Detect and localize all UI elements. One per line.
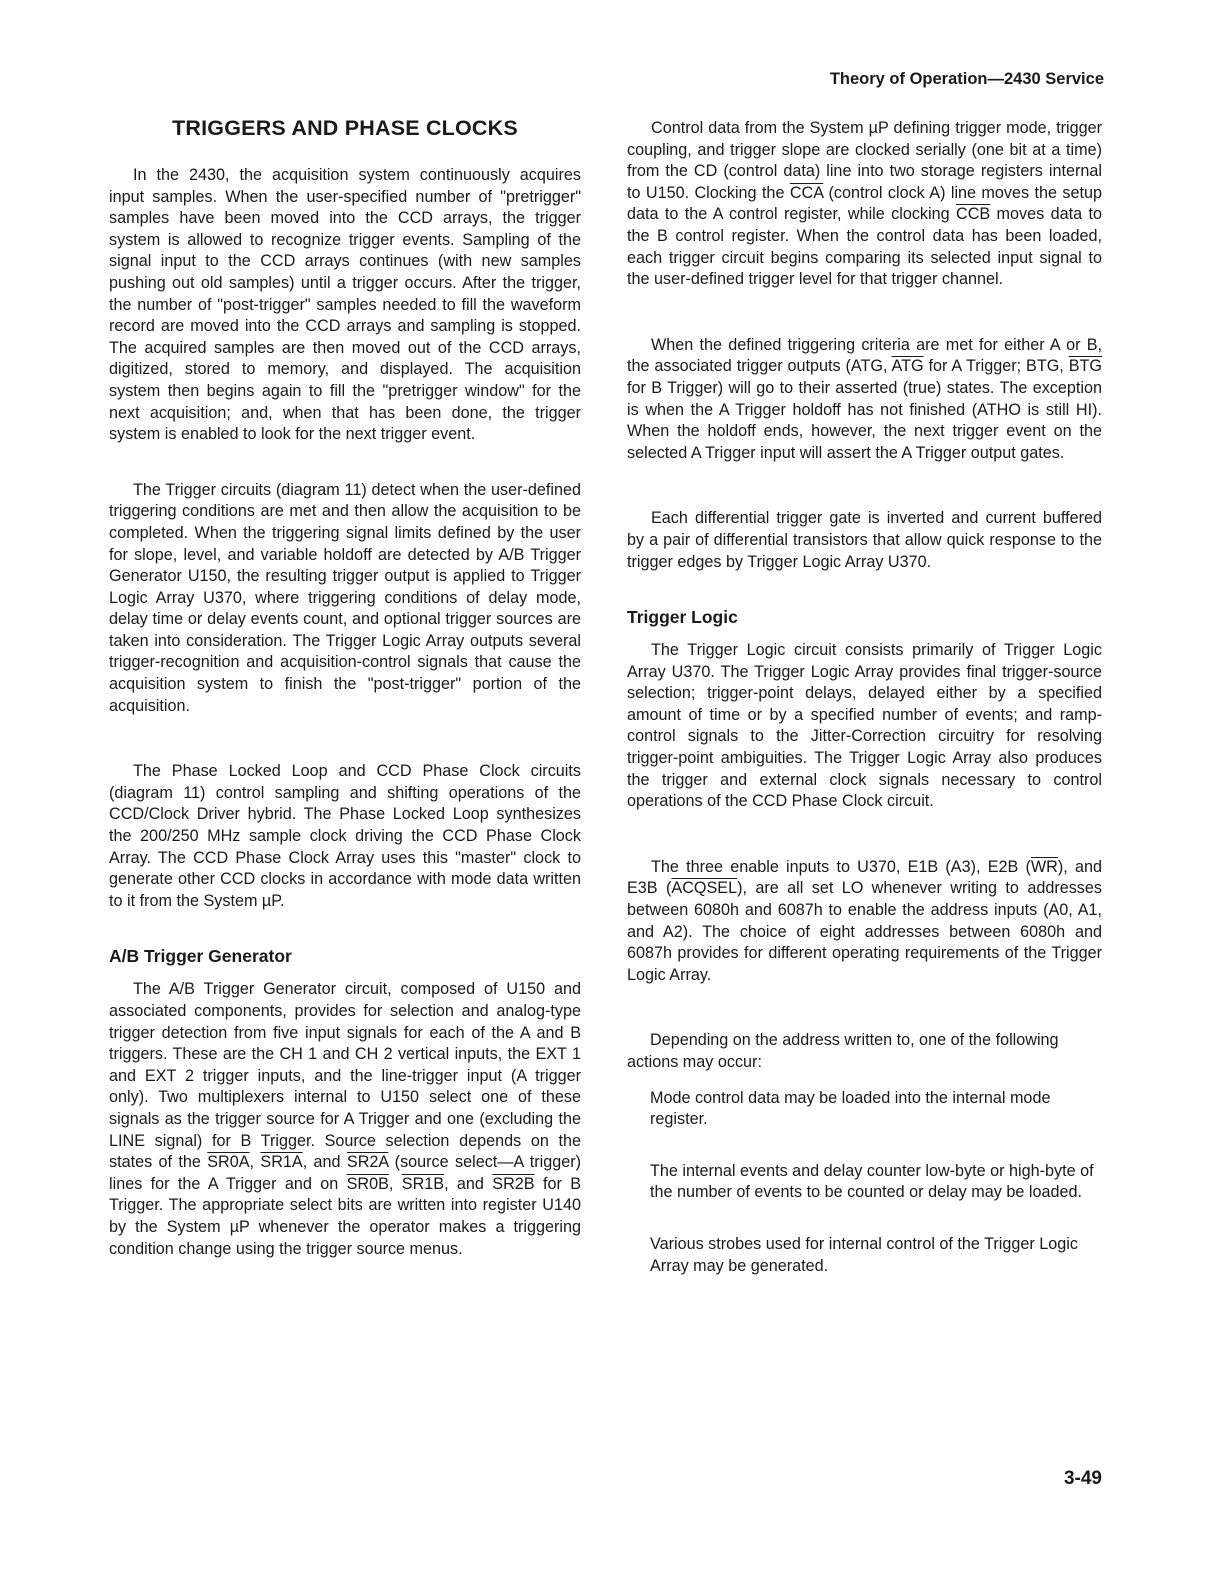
paragraph-differential-gate: Each differential trigger gate is inverted and current buffered by a pair of differential transistors that allow quick response to the trigger edges by Trigger Logic Array U370. <box>627 509 1102 571</box>
paragraph-address-actions: Depending on the address written to, one of the following actions may occur: <box>627 1031 1059 1071</box>
signal-sr1a: SR1A <box>260 1153 303 1172</box>
left-column <box>109 116 581 1260</box>
right-column <box>627 118 1102 1277</box>
section-title: TRIGGERS AND PHASE CLOCKS <box>172 116 518 140</box>
signal-btg-bar: $\overline{BTG}$ <box>1068 357 1102 376</box>
paragraph-enable-inputs: The three enable inputs to U370, E1B (A3), E2B $(\overline{WR})$, and E3B (ACQSEL), are all set LO whenever writing to addresses between 6080h and 6087h to enable the address inputs (A0, A1, and A2). The choice of eight addresses between 6080h and 6087h provides for different operating requirements of the Trigger Logic Array. <box>627 857 1102 984</box>
signal-sr1b: SR1B <box>401 1174 445 1193</box>
signal-atg-bar: $\overline{ATG}$ <box>891 357 924 376</box>
signal-wr: $\overline{WR}$ <box>1030 857 1058 876</box>
running-head: Theory of Operation—2430 Service <box>829 70 1104 88</box>
signal-sr2b: SR2B <box>492 1174 535 1193</box>
signal-sr0b: SR0B <box>346 1174 389 1193</box>
list-item-strobes: Various strobes used for internal control of the Trigger Logic Array may be generated. <box>650 1234 1078 1275</box>
signal-sr2a: SR2A <box>346 1153 389 1172</box>
paragraph-ab-trigger-generator: The A/B Trigger Generator circuit, composed of U150 and associated components, provides for selection and analog-type trigger detection from five input signals for each of the A and B triggers. These are the CH 1 and CH 2 vertical inputs, the EXT 1 and EXT 2 trigger inputs, and the line-trigger input (A trigger only). Two multiplexers internal to U150 select one of these signals as the trigger source for A Trigger and one (excluding the LINE signal) for B Trigger. Source selection depends on the states of the SR0A, SR1A, and SR2A (source select—A trigger) lines for the A Trigger and on SR0B, SR1B, and SR2B for B Trigger. The appropriate select bits are written into register U140 by the System µP whenever the operator makes a triggering condition change using the trigger source menus. <box>109 980 582 1258</box>
paragraph-trigger-logic: The Trigger Logic circuit consists primarily of Trigger Logic Array U370. The Trigger Logic Array provides final trigger-source selection; trigger-point delays, delayed either by a specified amount of time or by a specified number of events; and ramp-control signals to the Jitter-Correction circuitry for resolving trigger-point ambiguities. The Trigger Logic Array also produces the trigger and external clock signals necessary to control operations of the CCD Phase Clock circuit. <box>627 641 1102 811</box>
paragraph-phase-locked-loop: The Phase Locked Loop and CCD Phase Clock circuits (diagram 11) control sampling and shifting operations of the CCD/Clock Driver hybrid. The Phase Locked Loop synthesizes the 200/250 MHz sample clock driving the CCD Phase Clock Array. The CCD Phase Clock Array uses this "master" clock to generate other CCD clocks in accordance with mode data written to it from the System µP. <box>109 762 581 910</box>
subsection-title-ab-trigger-generator: A/B Trigger Generator <box>109 946 292 967</box>
list-item-events-counter: The internal events and delay counter low-byte or high-byte of the number of events to be counted or delay may be loaded. <box>650 1161 1094 1202</box>
list-item-mode-control: Mode control data may be loaded into the internal mode register. <box>650 1088 1051 1129</box>
paragraph-trigger-criteria: When the defined triggering criteria are met for either A or B, the associated trigger outputs (ATG, $\overline{ATG}$ for A Trigger; BTG, $\overline{BTG}$ for B Trigger) will go to their asserted (true) states. The exception is when the A Trigger holdoff has not finished (ATHO is still HI). When the holdoff ends, however, the next trigger event on the selected A Trigger input will assert the A Trigger output gates. <box>627 335 1102 462</box>
signal-cca: $\overline{CCA}$ <box>789 183 824 202</box>
page-number: 3-49 <box>1063 1468 1102 1489</box>
paragraph-overview: In the 2430, the acquisition system continuously acquires input samples. When the user-specified number of "pretrigger" samples have been moved into the CCD arrays, the trigger system is allowed to recognize trigger events. Sampling of the signal input to the CCD arrays continues (with new samples pushing out old samples) until a trigger occurs. After the trigger, the number of "post-trigger" samples needed to fill the waveform record are moved into the CCD arrays and sampling is stopped. The acquired samples are then moved out of the CCD arrays, digitized, stored to memory, and displayed. The acquisition system then begins again to fill the "pretrigger window" for the next acquisition; and, when that has been done, the trigger system is enabled to look for the next trigger event. <box>109 166 581 444</box>
signal-sr0a: SR0A <box>207 1153 250 1172</box>
paragraph-trigger-circuits: The Trigger circuits (diagram 11) detect when the user-defined triggering conditions are met and then allow the acquisition to be completed. When the triggering signal limits defined by the user for slope, level, and variable holdoff are detected by A/B Trigger Generator U150, the resulting trigger output is applied to Trigger Logic Array U370, where triggering conditions of delay mode, delay time or delay events count, and optional trigger sources are taken into consideration. The Trigger Logic Array outputs several trigger-recognition and acquisition-control signals that cause the acquisition system to finish the "post-trigger" portion of the acquisition. <box>109 480 581 715</box>
signal-ccb: $\overline{CCB}$ <box>956 205 991 224</box>
signal-acqsel: ACQSEL <box>671 879 738 898</box>
subsection-title-trigger-logic: Trigger Logic <box>627 607 738 628</box>
paragraph-control-data: Control data from the System µP defining trigger mode, trigger coupling, and trigger slope are clocked serially (one bit at a time) from the CD (control data) line into two storage registers internal to U150. Clocking the $\overline{CCA}$ (control clock A) line moves the setup data to the A control register, while clocking $\overline{CCB}$ moves data to the B control register. When the control data has been loaded, each trigger circuit begins comparing its selected input signal to the user-defined trigger level for that trigger channel. <box>627 119 1102 289</box>
